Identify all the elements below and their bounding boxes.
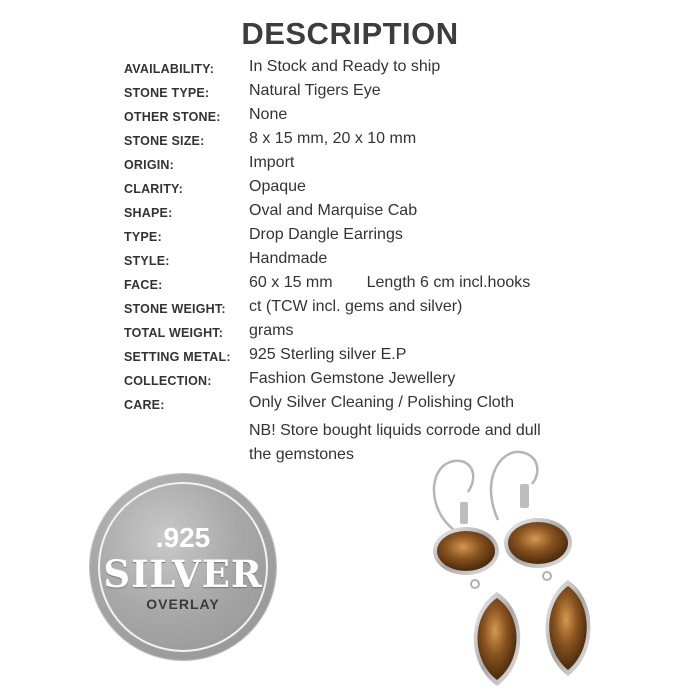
spec-value: Drop Dangle Earrings <box>249 226 403 243</box>
spec-value: Only Silver Cleaning / Polishing Cloth <box>249 394 515 411</box>
spec-row-setting-metal <box>124 344 684 368</box>
spec-value: Import <box>249 154 295 171</box>
spec-label: OTHER STONE: <box>124 110 221 124</box>
spec-row-collection <box>124 368 684 392</box>
silver-overlay-badge <box>90 474 276 660</box>
spec-value: Handmade <box>249 250 328 267</box>
spec-label: STYLE: <box>124 254 170 268</box>
spec-value: 925 Sterling silver E.P <box>249 346 407 363</box>
spec-label: STONE TYPE: <box>124 86 210 100</box>
spec-value: ct (TCW incl. gems and silver) <box>249 298 463 315</box>
spec-label: SETTING METAL: <box>124 350 231 364</box>
spec-row-total-weight <box>124 320 684 344</box>
spec-label: TYPE: <box>124 230 162 244</box>
badge-purity: .925 <box>155 522 211 553</box>
spec-label: STONE SIZE: <box>124 134 205 148</box>
spec-row-style <box>124 248 684 272</box>
spec-row-face <box>124 272 684 296</box>
spec-value: Fashion Gemstone Jewellery <box>249 370 456 387</box>
spec-label: CARE: <box>124 398 165 412</box>
badge-type: OVERLAY <box>146 596 220 612</box>
spec-row-care <box>124 392 684 416</box>
spec-row-other-stone <box>124 104 684 128</box>
spec-value: In Stock and Ready to ship <box>249 58 441 75</box>
spec-label: FACE: <box>124 278 163 292</box>
face-length: Length 6 cm incl.hooks <box>366 274 531 291</box>
spec-row-stone-type <box>124 80 684 104</box>
spec-value: None <box>249 106 288 123</box>
spec-row-availability <box>124 56 684 80</box>
spec-row-clarity <box>124 176 684 200</box>
badge-metal: SILVER <box>103 552 263 596</box>
spec-label: AVAILABILITY: <box>124 62 215 76</box>
left-earring <box>433 461 520 686</box>
spec-label: ORIGIN: <box>124 158 175 172</box>
care-note-line: the gemstones <box>249 446 354 463</box>
spec-row-stone-size <box>124 128 684 152</box>
spec-label: COLLECTION: <box>124 374 212 388</box>
spec-row-stone-weight <box>124 296 684 320</box>
spec-value: Natural Tigers Eye <box>249 82 381 99</box>
face-size: 60 x 15 mm <box>249 274 333 291</box>
spec-label: CLARITY: <box>124 182 183 196</box>
spec-list <box>124 56 684 416</box>
spec-value: Oval and Marquise Cab <box>249 202 418 219</box>
page-title: DESCRIPTION <box>241 16 459 51</box>
spec-label: SHAPE: <box>124 206 173 220</box>
care-note-line: NB! Store bought liquids corrode and dull <box>249 422 541 439</box>
spec-value: grams <box>249 322 294 339</box>
spec-label: STONE WEIGHT: <box>124 302 226 316</box>
spec-label: TOTAL WEIGHT: <box>124 326 224 340</box>
spec-value: 8 x 15 mm, 20 x 10 mm <box>249 130 417 147</box>
earrings-image <box>420 440 620 690</box>
spec-value: Opaque <box>249 178 306 195</box>
spec-value <box>249 274 530 292</box>
spec-row-shape <box>124 200 684 224</box>
spec-row-origin <box>124 152 684 176</box>
spec-row-type <box>124 224 684 248</box>
